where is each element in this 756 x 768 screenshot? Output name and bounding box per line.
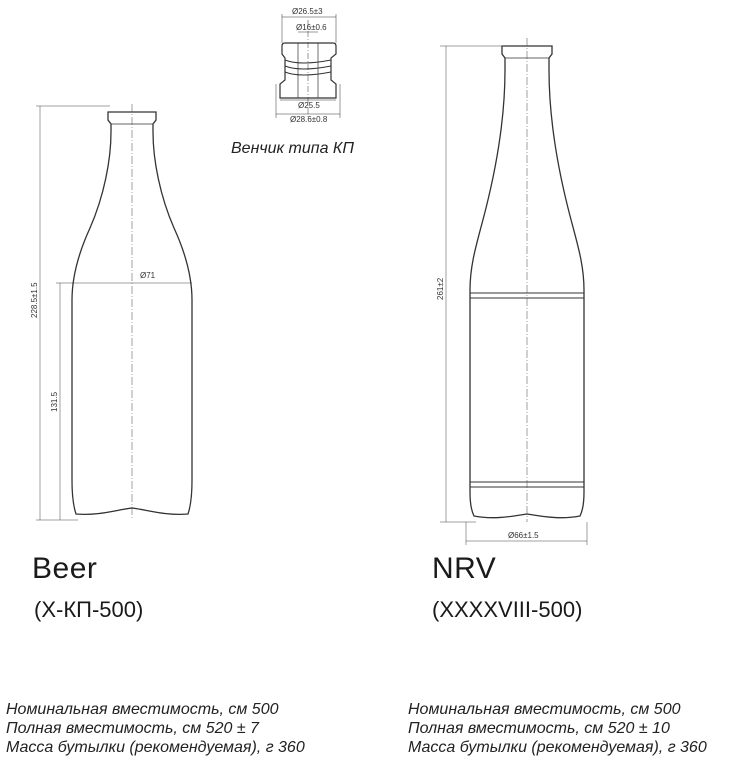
crown-inner-diameter: Ø16±0.6 xyxy=(296,23,327,32)
nrv-spec-full: Полная вместимость, см 520 ± 10 xyxy=(408,720,670,737)
beer-height-label: 228.5±1.5 xyxy=(30,282,39,318)
nrv-code: (XXXXVIII-500) xyxy=(432,597,583,622)
nrv-specs xyxy=(408,700,707,757)
beer-spec-nominal: Номинальная вместимость, см 500 xyxy=(6,701,279,718)
beer-title: Beer xyxy=(32,552,98,585)
crown-bottom-diameter: Ø28.6±0.8 xyxy=(290,115,328,124)
crown-top-diameter: Ø26.5±3 xyxy=(292,7,323,16)
beer-spec-full: Полная вместимость, см 520 ± 7 xyxy=(6,720,259,737)
beer-spec-mass: Масса бутылки (рекомендуемая), г 360 xyxy=(6,739,305,756)
nrv-diameter-label: Ø66±1.5 xyxy=(508,531,539,540)
beer-specs xyxy=(6,700,305,757)
nrv-spec-nominal: Номинальная вместимость, см 500 xyxy=(408,701,681,718)
nrv-title: NRV xyxy=(432,552,497,585)
beer-diameter-label: Ø71 xyxy=(140,271,156,280)
beer-code: (Х-КП-500) xyxy=(34,597,144,622)
nrv-spec-mass: Масса бутылки (рекомендуемая), г 360 xyxy=(408,739,707,756)
crown-caption: Венчик типа КП xyxy=(231,140,354,157)
beer-label-height-label: 131.5 xyxy=(50,391,59,412)
crown-neck-diameter: Ø25.5 xyxy=(298,101,320,110)
nrv-height-label: 261±2 xyxy=(436,277,445,300)
